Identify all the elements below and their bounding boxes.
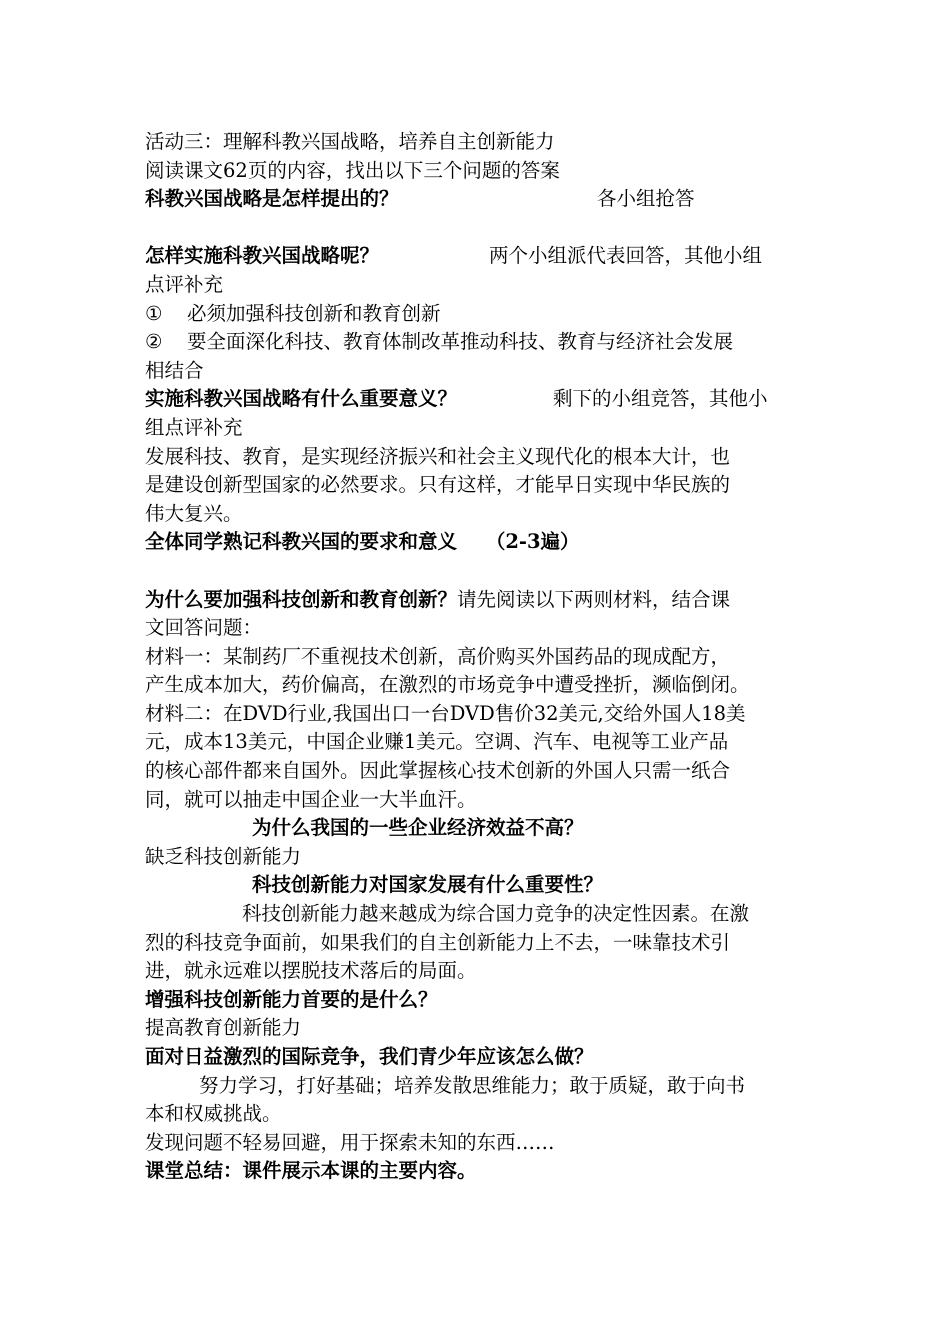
sub-answer-3: 提高教育创新能力 — [145, 1016, 302, 1040]
sub-answer-1: 缺乏科技创新能力 — [145, 844, 302, 868]
sub-answer-4-line-2: 本和权威挑战。 — [145, 1102, 282, 1126]
why-question-row — [145, 586, 795, 615]
why-question-instruction: 请先阅读以下两则材料，结合课 — [457, 587, 731, 611]
question-3: 实施科教兴国战略有什么重要意义？ — [145, 387, 458, 411]
material-1-line-2: 产生成本加大，药价偏高，在激烈的市场竞争中遭受挫折，濒临倒闭。 — [145, 673, 750, 697]
material-2-line-2: 元，成本13美元，中国企业赚1美元。空调、汽车、电视等工业产品 — [145, 730, 729, 754]
blank-line — [145, 214, 795, 243]
why-question-cont: 文回答问题： — [145, 616, 263, 640]
reading-instruction: 阅读课文62页的内容，找出以下三个问题的答案 — [145, 158, 560, 182]
sub-answer-2-line-3: 进，就永远难以摆脱技术落后的局面。 — [145, 959, 477, 983]
question-1-row — [145, 185, 795, 214]
memorize-text: 全体同学熟记科教兴国的要求和意义 — [145, 530, 458, 554]
list-item-2-text: 要全面深化科技、教育体制改革推动科技、教育与经济社会发展 — [187, 330, 734, 354]
sub-question-2: 科技创新能力对国家发展有什么重要性？ — [252, 873, 604, 897]
material-1-line-1: 材料一：某制药厂不重视技术创新，高价购买外国药品的现成配方， — [145, 644, 731, 668]
list-item-2-cont: 相结合 — [145, 358, 204, 382]
question-1-method: 各小组抢答 — [597, 187, 695, 211]
question-3-row — [145, 385, 795, 414]
significance-line-2: 是建设创新型国家的必然要求。只有这样，才能早日实现中华民族的 — [145, 473, 731, 497]
sub-question-4: 面对日益激烈的国际竞争，我们青少年应该怎么做？ — [145, 1045, 594, 1068]
activity-title: 活动三：理解科教兴国战略，培养自主创新能力 — [145, 130, 555, 153]
question-2-method: 两个小组派代表回答，其他小组 — [489, 244, 763, 268]
sub-question-3: 增强科技创新能力首要的是什么？ — [145, 987, 438, 1011]
question-2: 怎样实施科教兴国战略呢？ — [145, 244, 380, 268]
blank-line — [145, 557, 795, 586]
document-body — [145, 128, 795, 1186]
list-item-1 — [145, 300, 795, 329]
why-question: 为什么要加强科技创新和教育创新？ — [145, 587, 458, 611]
memorize-times: （2-3遍） — [485, 530, 580, 554]
sub-question-1: 为什么我国的一些企业经济效益不高？ — [252, 816, 584, 840]
sub-answer-2-line-1: 科技创新能力越来越成为综合国力竞争的决定性因素。在激 — [242, 902, 750, 926]
sub-answer-4-line-3: 发现问题不轻易回避，用于探索未知的东西…… — [145, 1130, 555, 1154]
question-3-method-cont: 组点评补充 — [145, 415, 243, 439]
sub-answer-2-line-2: 烈的科技竞争面前，如果我们的自主创新能力上不去，一味靠技术引 — [145, 930, 731, 954]
list-marker-1: ① — [145, 301, 163, 325]
question-1: 科教兴国战略是怎样提出的？ — [145, 187, 399, 211]
question-2-method-cont: 点评补充 — [145, 272, 224, 296]
significance-line-3: 伟大复兴。 — [145, 501, 243, 525]
list-marker-2: ② — [145, 330, 163, 354]
significance-line-1: 发展科技、教育，是实现经济振兴和社会主义现代化的根本大计，也 — [145, 444, 731, 468]
list-item-2 — [145, 328, 795, 357]
material-2-line-3: 的核心部件都来自国外。因此掌握核心技术创新的外国人只需一纸合 — [145, 759, 731, 783]
memorize-row — [145, 528, 795, 557]
material-2-line-1: 材料二：在DVD行业,我国出口一台DVD售价32美元,交给外国人18美 — [145, 701, 746, 725]
question-2-row — [145, 242, 795, 271]
list-item-1-text: 必须加强科技创新和教育创新 — [187, 301, 441, 325]
material-2-line-4: 同，就可以抽走中国企业一大半血汗。 — [145, 787, 477, 811]
sub-answer-4-line-1: 努力学习，打好基础；培养发散思维能力；敢于质疑，敢于向书 — [199, 1073, 746, 1097]
question-3-method: 剩下的小组竞答，其他小 — [553, 387, 768, 411]
class-summary: 课堂总结：课件展示本课的主要内容。 — [145, 1159, 477, 1183]
